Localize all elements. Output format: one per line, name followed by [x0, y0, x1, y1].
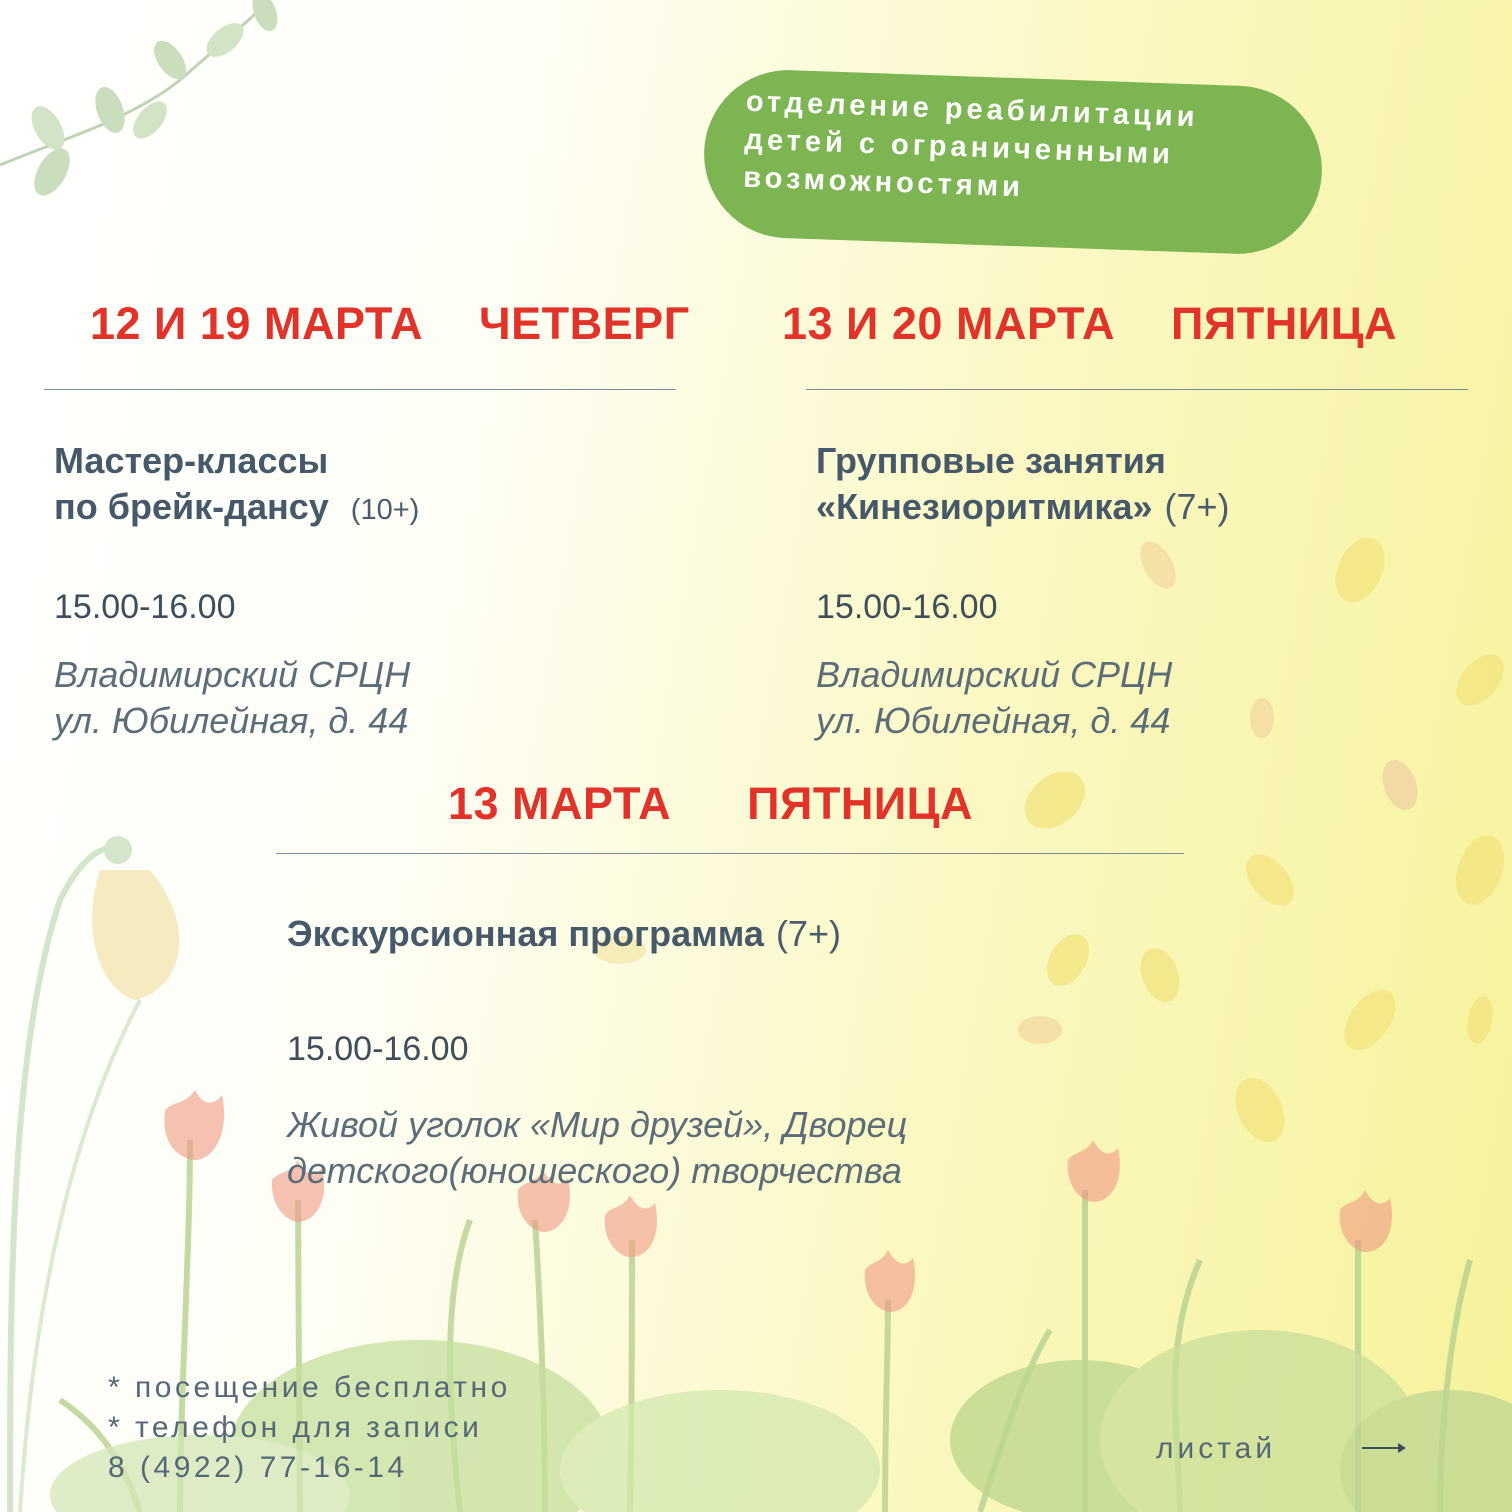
- event-weekday: ПЯТНИЦА: [1171, 298, 1397, 349]
- event-place: [54, 652, 410, 744]
- event-date-text: 13 И 20 МАРТА: [782, 298, 1116, 349]
- event-title: [816, 438, 1230, 530]
- age-rating: (7+): [775, 913, 841, 954]
- event-title: [287, 911, 841, 957]
- age-rating: (10+): [350, 494, 420, 526]
- event-title-line: «Кинезиоритмика»: [816, 486, 1153, 527]
- badge-line: отделение реабилитации: [745, 85, 1200, 134]
- divider: [44, 389, 676, 390]
- event-time: 15.00-16.00: [287, 1030, 469, 1068]
- event-title-line: по брейк-дансу: [54, 486, 329, 527]
- event-date: [782, 298, 1397, 350]
- event-place-line: детского(юношеского) творчества: [287, 1150, 902, 1191]
- event-time: 15.00-16.00: [816, 588, 998, 626]
- department-name: [743, 83, 1307, 216]
- divider: [276, 853, 1184, 854]
- department-badge: [701, 67, 1324, 256]
- event-place-line: Живой уголок «Мир друзей», Дворец: [287, 1104, 908, 1145]
- event-place-line: ул. Юбилейная, д. 44: [54, 700, 409, 741]
- event-place: [287, 1102, 907, 1194]
- event-title-line: Мастер-классы: [54, 440, 329, 481]
- badge-line: детей с ограниченными: [744, 123, 1175, 171]
- badge-line: возможностями: [742, 161, 1025, 204]
- note-free-entry: * посещение бесплатно: [108, 1371, 511, 1404]
- event-title-line: Групповые занятия: [816, 440, 1166, 481]
- event-place-line: ул. Юбилейная, д. 44: [816, 700, 1171, 741]
- event-place: [816, 652, 1172, 744]
- swipe-hint[interactable]: листай: [1156, 1432, 1277, 1465]
- event-place-line: Владимирский СРЦН: [816, 654, 1173, 695]
- event-place-line: Владимирский СРЦН: [54, 654, 411, 695]
- divider: [806, 389, 1468, 390]
- age-rating: (7+): [1164, 486, 1230, 527]
- phone-number: 8 (4922) 77-16-14: [108, 1451, 408, 1484]
- event-date-text: 12 И 19 МАРТА: [90, 298, 424, 349]
- vine-leaves-icon: [0, 0, 282, 202]
- event-weekday: ЧЕТВЕРГ: [479, 298, 690, 349]
- event-date: [90, 298, 690, 350]
- arrow-right-icon[interactable]: [1362, 1440, 1408, 1456]
- event-date: [448, 778, 973, 830]
- petals-icon: [594, 530, 1512, 1150]
- note-phone-label: * телефон для записи: [108, 1411, 483, 1444]
- event-title-line: Экскурсионная программа: [287, 913, 764, 954]
- event-weekday: ПЯТНИЦА: [747, 778, 974, 829]
- footer-notes: [108, 1368, 511, 1488]
- event-date-text: 13 МАРТА: [448, 778, 672, 829]
- event-title: [54, 438, 419, 533]
- event-time: 15.00-16.00: [54, 588, 236, 626]
